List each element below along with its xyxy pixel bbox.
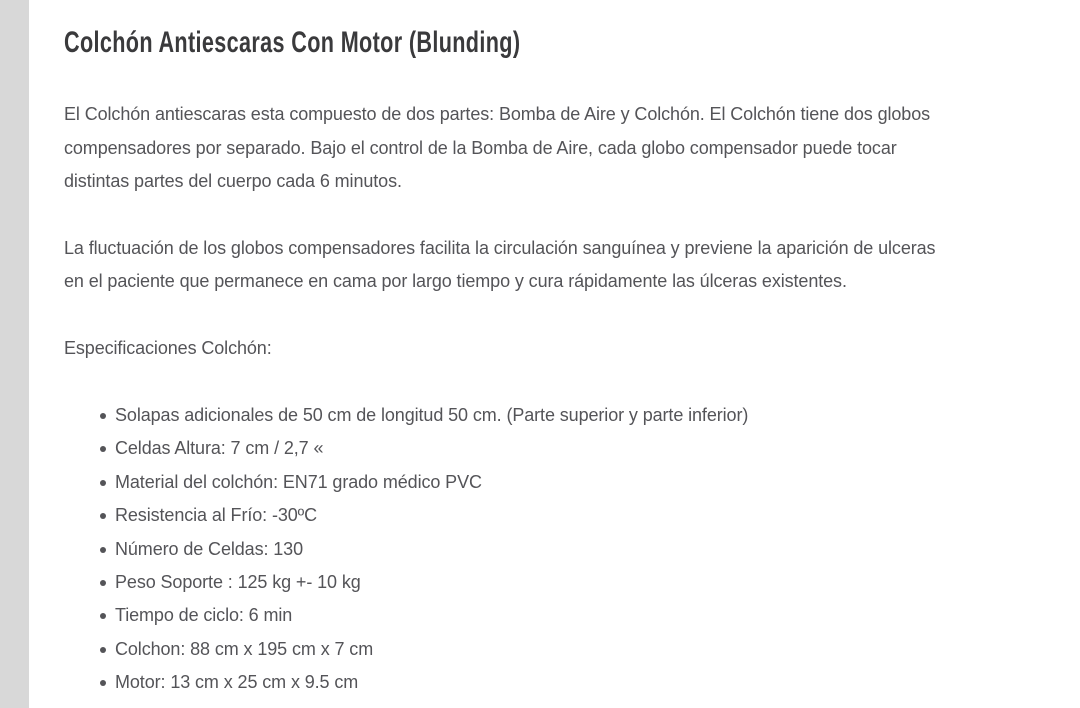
paragraph-line: El Colchón antiescaras esta compuesto de dos partes: Bomba de Aire y Colchón. El Colchón tiene dos globos bbox=[64, 104, 931, 124]
bullet-icon bbox=[100, 613, 106, 619]
bullet-icon bbox=[100, 513, 106, 519]
benefits-paragraph bbox=[64, 232, 1054, 299]
spec-item-text: Motor: 13 cm x 25 cm x 9.5 cm bbox=[115, 672, 359, 693]
spec-item bbox=[64, 466, 1054, 499]
spec-item bbox=[64, 432, 1054, 465]
page-title bbox=[64, 26, 1054, 60]
spec-item bbox=[64, 399, 1054, 432]
spec-item bbox=[64, 666, 1054, 699]
spec-item bbox=[64, 499, 1054, 532]
bullet-icon bbox=[100, 480, 106, 486]
intro-paragraph bbox=[64, 98, 1054, 199]
bullet-icon bbox=[100, 413, 106, 419]
spec-item-text: Tiempo de ciclo: 6 min bbox=[115, 605, 293, 626]
spec-item-text: Peso Soporte : 125 kg +- 10 kg bbox=[115, 572, 361, 593]
paragraph-line: La fluctuación de los globos compensadores facilita la circulación sanguínea y previene la aparición de ulceras bbox=[64, 237, 936, 258]
spec-item-text: Material del colchón: EN71 grado médico PVC bbox=[115, 471, 482, 492]
product-description bbox=[64, 26, 1054, 700]
spec-item bbox=[64, 633, 1054, 666]
bullet-icon bbox=[100, 647, 106, 653]
paragraph-line: en el paciente que permanece en cama por largo tiempo y cura rápidamente las úlceras existentes. bbox=[64, 271, 847, 291]
specs-heading: Especificaciones Colchón: bbox=[64, 337, 272, 358]
spec-item-text: Número de Celdas: 130 bbox=[115, 538, 304, 559]
spec-item bbox=[64, 599, 1054, 632]
spec-item-text: Resistencia al Frío: -30ºC bbox=[115, 505, 318, 526]
paragraph-line: compensadores por separado. Bajo el control de la Bomba de Aire, cada globo compensador puede tocar bbox=[64, 137, 897, 158]
spec-item bbox=[64, 566, 1054, 599]
spec-item-text: Colchon: 88 cm x 195 cm x 7 cm bbox=[115, 638, 374, 659]
spec-item-text: Solapas adicionales de 50 cm de longitud 50 cm. (Parte superior y parte inferior) bbox=[115, 405, 749, 425]
spec-item-text: Celdas Altura: 7 cm / 2,7 « bbox=[115, 438, 324, 459]
bullet-icon bbox=[100, 547, 106, 553]
left-gutter-bar bbox=[0, 0, 29, 708]
spec-item bbox=[64, 533, 1054, 566]
paragraph-line: distintas partes del cuerpo cada 6 minutos. bbox=[64, 171, 402, 191]
specs-list bbox=[64, 399, 1054, 700]
page-title-text: Colchón Antiescaras Con Motor (Blunding) bbox=[64, 26, 521, 59]
bullet-icon bbox=[100, 680, 106, 686]
bullet-icon bbox=[100, 446, 106, 452]
bullet-icon bbox=[100, 580, 106, 586]
